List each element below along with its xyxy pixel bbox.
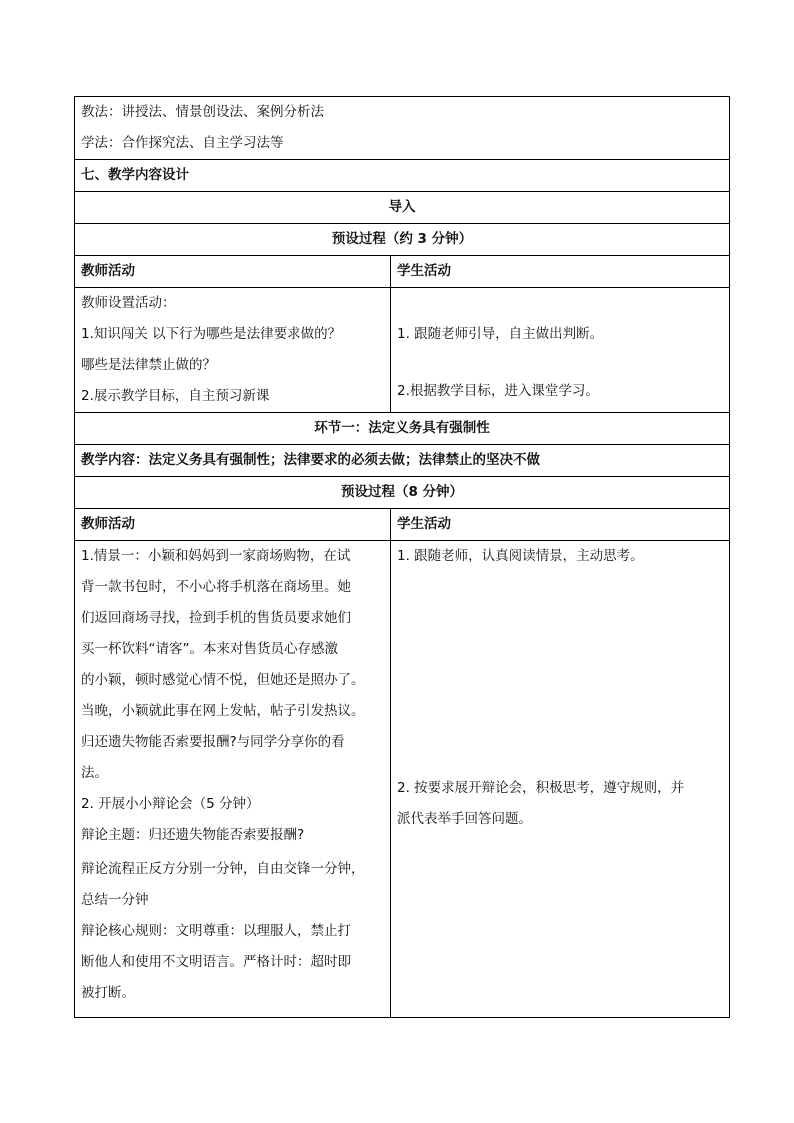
part1-teacher-line: 辩论流程正反方分别一分钟，自由交锋一分钟， xyxy=(81,861,365,877)
part1-teacher-line: 的小颖，顿时感觉心情不悦，但她还是照办了。 xyxy=(81,672,365,688)
section-title-row xyxy=(75,160,730,192)
part1-teacher-line: 背一款书包时，不小心将手机落在商场里。她 xyxy=(81,579,351,595)
part1-process: 预设过程（8 分钟） xyxy=(75,477,730,509)
methods-cell xyxy=(75,97,730,160)
part1-student-header: 学生活动 xyxy=(391,509,730,541)
intro-student-cell xyxy=(391,288,730,413)
part1-student-line: 2. 按要求展开辩论会，积极思考，遵守规则，并 xyxy=(397,780,685,796)
intro-header-row xyxy=(75,256,730,288)
part1-teacher-line: 1.情景一：小颖和妈妈到一家商场购物，在试 xyxy=(81,548,351,564)
lesson-plan-table xyxy=(74,96,730,1018)
part1-student-line: 1. 跟随老师，认真阅读情景，主动思考。 xyxy=(397,548,644,564)
teaching-methods: 教法：讲授法、情景创设法、案例分析法 xyxy=(81,104,324,120)
part1-teacher-line: 买一杯饮料“请客”。本来对售货员心存感激 xyxy=(81,641,338,657)
part1-student-cell xyxy=(391,541,730,1018)
part1-student-line: 派代表举手回答问题。 xyxy=(397,811,532,827)
part1-teacher-header: 教师活动 xyxy=(75,509,391,541)
intro-activity-row xyxy=(75,288,730,413)
part1-process-row xyxy=(75,477,730,509)
part1-teacher-line: 2. 开展小小辩论会（5 分钟） xyxy=(81,796,260,812)
part1-teacher-line: 辩论主题：归还遗失物能否索要报酬? xyxy=(81,827,305,843)
part1-title: 环节一：法定义务具有强制性 xyxy=(75,413,730,445)
intro-title: 导入 xyxy=(75,192,730,224)
intro-title-row xyxy=(75,192,730,224)
part1-header-row xyxy=(75,509,730,541)
part1-teacher-line: 辩论核心规则：文明尊重：以理服人，禁止打 xyxy=(81,923,351,939)
intro-teacher-cell xyxy=(75,288,391,413)
intro-process-row xyxy=(75,224,730,256)
intro-teacher-line: 教师设置活动： xyxy=(81,295,176,311)
part1-teacher-line: 归还遗失物能否索要报酬?与同学分享你的看 xyxy=(81,734,345,750)
intro-student-line: 2.根据教学目标，进入课堂学习。 xyxy=(397,383,599,399)
intro-student-line: 1. 跟随老师引导，自主做出判断。 xyxy=(397,326,604,342)
part1-teacher-line: 断他人和使用不文明语言。严格计时：超时即 xyxy=(81,954,351,970)
intro-teacher-line: 2.展示教学目标，自主预习新课 xyxy=(81,388,270,404)
part1-teacher-line: 当晚，小颖就此事在网上发帖，帖子引发热议。 xyxy=(81,703,365,719)
part1-teacher-cell xyxy=(75,541,391,1018)
part1-activity-row xyxy=(75,541,730,1018)
part1-teacher-line: 总结一分钟 xyxy=(81,892,149,908)
intro-process: 预设过程（约 3 分钟） xyxy=(75,224,730,256)
intro-teacher-line: 哪些是法律禁止做的？ xyxy=(81,357,216,373)
part1-teacher-line: 们返回商场寻找，捡到手机的售货员要求她们 xyxy=(81,610,351,626)
intro-teacher-line: 1.知识闯关 以下行为哪些是法律要求做的？ xyxy=(81,326,342,342)
learning-methods: 学法：合作探究法、自主学习法等 xyxy=(81,135,284,151)
part1-teacher-line: 法。 xyxy=(81,765,108,781)
part1-content-row xyxy=(75,445,730,477)
part1-title-row xyxy=(75,413,730,445)
intro-student-header: 学生活动 xyxy=(391,256,730,288)
section-title: 七、教学内容设计 xyxy=(75,160,730,192)
methods-row xyxy=(75,97,730,160)
part1-content: 教学内容：法定义务具有强制性；法律要求的必须去做；法律禁止的坚决不做 xyxy=(75,445,730,477)
part1-teacher-line: 被打断。 xyxy=(81,985,135,1001)
intro-teacher-header: 教师活动 xyxy=(75,256,391,288)
